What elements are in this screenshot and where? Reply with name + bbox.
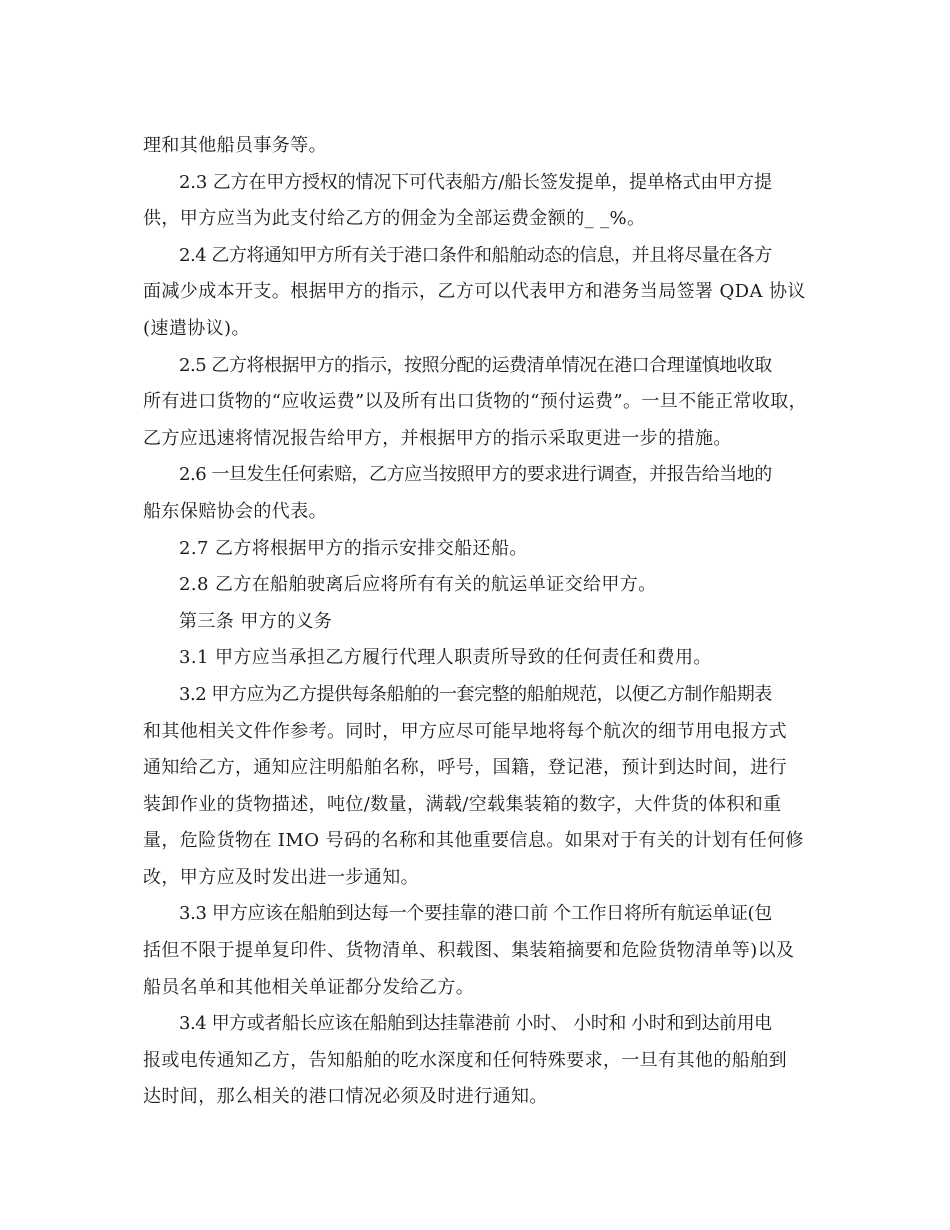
- paragraph-2-7: [143, 531, 808, 568]
- text-line: 理和其他船员事务等。: [143, 135, 327, 156]
- text-line: 2.3 乙方在甲方授权的情况下可代表船方/船长签发提单，提单格式由甲方提: [179, 171, 772, 193]
- text-line: 供，甲方应当为此支付给乙方的佣金为全部运费金额的_ _%。: [143, 208, 646, 230]
- paragraph-3-2: [143, 677, 808, 897]
- text-line: 2.7 乙方将根据甲方的指示安排交船还船。: [179, 537, 528, 559]
- paragraph-2-3: [143, 165, 808, 238]
- text-line: (速遣协议)。: [143, 317, 250, 339]
- text-line: 3.4 甲方或者船长应该在船舶到达挂靠港前 小时、 小时和 小时和到达前用电: [179, 1013, 772, 1035]
- text-line: 和其他相关文件作参考。同时，甲方应尽可能早地将每个航次的细节用电报方式: [143, 720, 787, 742]
- text-line: 船东保赔协会的代表。: [143, 500, 327, 522]
- paragraph-continuation: [143, 128, 808, 165]
- text-line: 乙方应迅速将情况报告给甲方，并根据甲方的指示采取更进一步的措施。: [143, 427, 732, 449]
- text-line: 量，危险货物在 IMO 号码的名称和其他重要信息。如果对于有关的计划有任何修: [143, 830, 804, 852]
- text-line: 3.2 甲方应为乙方提供每条船舶的一套完整的船舶规范，以便乙方制作船期表: [179, 683, 772, 705]
- paragraph-2-4: [143, 238, 808, 348]
- paragraph-2-5: [143, 348, 808, 458]
- section-heading: 第三条 甲方的义务: [179, 610, 333, 632]
- text-line: 2.6 一旦发生任何索赔，乙方应当按照甲方的要求进行调查，并报告给当地的: [179, 464, 772, 486]
- text-line: 改，甲方应及时发出进一步通知。: [143, 866, 419, 888]
- paragraph-3-1: [143, 640, 808, 677]
- text-line: 通知给乙方，通知应注明船舶名称，呼号，国籍，登记港，预计到达时间，进行: [143, 757, 787, 779]
- text-line: 3.1 甲方应当承担乙方履行代理人职责所导致的任何责任和费用。: [179, 647, 712, 669]
- text-line: 所有进口货物的“应收运费”以及所有出口货物的“预付运费”。一旦不能正常收取，: [143, 391, 808, 413]
- text-line: 括但不限于提单复印件、货物清单、积载图、集装箱摘要和危险货物清单等)以及: [143, 940, 795, 962]
- text-line: 船员名单和其他相关单证都分发给乙方。: [143, 976, 475, 998]
- text-line: 装卸作业的货物描述，吨位/数量，满载/空载集装箱的数字，大件货的体积和重: [143, 793, 782, 815]
- paragraph-3-3: [143, 896, 808, 1006]
- paragraph-2-6: [143, 457, 808, 530]
- text-line: 3.3 甲方应该在船舶到达每一个要挂靠的港口前 个工作日将所有航运单证(包: [179, 903, 772, 925]
- paragraph-2-8: [143, 567, 808, 604]
- article-3-heading: [143, 604, 808, 641]
- text-line: 2.4 乙方将通知甲方所有关于港口条件和船舶动态的信息，并且将尽量在各方: [179, 244, 772, 266]
- text-line: 面减少成本开支。根据甲方的指示，乙方可以代表甲方和港务当局签署 QDA 协议: [143, 281, 806, 303]
- document-body: [143, 128, 808, 1116]
- text-line: 达时间，那么相关的港口情况必须及时进行通知。: [143, 1086, 548, 1108]
- text-line: 报或电传通知乙方，告知船舶的吃水深度和任何特殊要求，一旦有其他的船舶到: [143, 1049, 787, 1071]
- paragraph-3-4: [143, 1006, 808, 1116]
- text-line: 2.8 乙方在船舶驶离后应将所有有关的航运单证交给甲方。: [179, 574, 657, 596]
- text-line: 2.5 乙方将根据甲方的指示，按照分配的运费清单情况在港口合理谨慎地收取: [179, 354, 772, 376]
